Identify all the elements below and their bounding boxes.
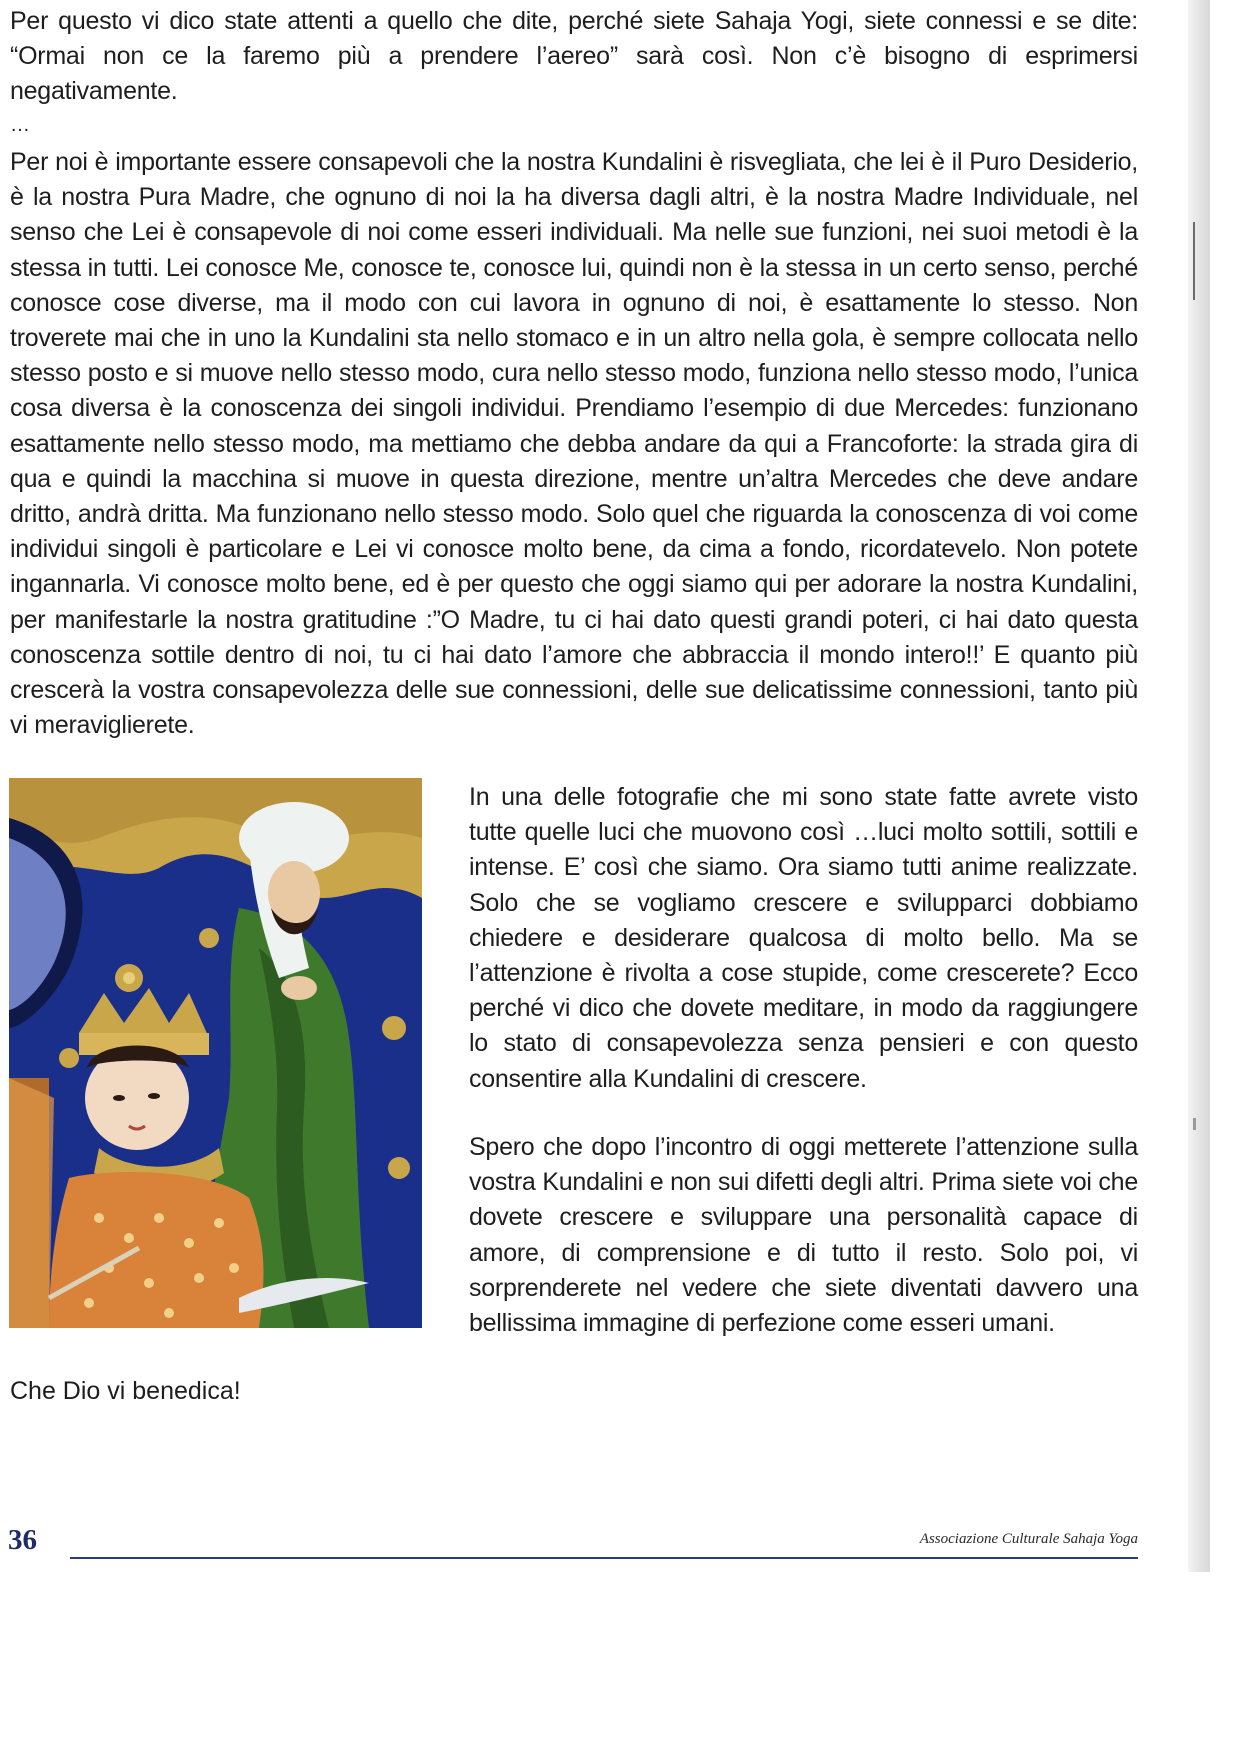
page-edge-mark: [1193, 222, 1195, 300]
miniature-painting-image: [9, 778, 422, 1328]
page-number: 36: [8, 1524, 37, 1556]
footer-rule: [70, 1557, 1138, 1559]
page-edge-shadow: [1188, 0, 1210, 1572]
paragraph-1: Per questo vi dico state attenti a quello che dite, perché siete Sahaja Yogi, siete connessi e se dite: “Ormai non ce la faremo più a prendere l’aereo” sarà così. Non c’è bisogno di esprimersi negativamente.: [10, 7, 1138, 106]
paragraph-4: Spero che dopo l’incontro di oggi metterete l’attenzione sulla vostra Kundalini e non sui difetti degli altri. Prima siete voi che dovete crescere e sviluppare una personalità capace di amore, di comprensione e di tutto il resto. Solo poi, vi sorprenderete nel vedere che siete diventati davvero una bellissima immagine di perfezione come esseri umani.: [469, 1133, 1138, 1338]
closing-blessing: Che Dio vi benedica!: [10, 1377, 241, 1405]
page-edge-tick: [1193, 1118, 1196, 1130]
ellipsis: …: [10, 114, 30, 136]
footer-credit: Associazione Culturale Sahaja Yoga: [919, 1531, 1138, 1547]
paragraph-2: Per noi è importante essere consapevoli che la nostra Kundalini è risvegliata, che lei è il Puro Desiderio, è la nostra Pura Madre, che ognuno di noi la ha diversa dagli altri, è la nostra Madre Individuale, nel senso che Lei è consapevole di noi come esseri individuali. Ma nelle sue funzioni, nei suoi metodi è la stessa in tutti. Lei conosce Me, conosce te, conosce lui, quindi non è la stessa in un certo senso, perché conosce cose diverse, ma il modo con cui lavora in ognuno di noi, è esattamente lo stesso. Non troverete mai che in uno la Kundalini sta nello stomaco e in un altro nella gola, è sempre collocata nello stesso posto e si muove nello stesso modo, cura nello stesso modo, funziona nello stesso modo, l’unica cosa diversa è la conoscenza dei singoli individui. Prendiamo l’esempio di due Mercedes: funzionano esattamente nello stesso modo, ma mettiamo che debba andare da qui a Francoforte: la strada gira di qua e quindi la macchina si muove in questa direzione, mentre un’altra Mercedes che deve andare dritto, andrà dritta. Ma funzionano nello stesso modo. Solo quel che riguarda la conoscenza di voi come individui singoli è particolare e Lei vi conosce molto bene, da cima a fondo, ricordatevelo. Non potete ingannarla. Vi conosce molto bene, ed è per questo che oggi siamo qui per adorare la nostra Kundalini, per manifestarle la nostra gratitudine :”O Madre, tu ci hai dato questi grandi poteri, ci hai dato questa conoscenza sottile dentro di noi, tu ci hai dato l’amore che abbraccia il mondo intero!!’ E quanto più crescerà la vostra consapevolezza delle sue connessioni, delle sue delicatissime connessioni, tanto più vi meraviglierete.: [10, 148, 1138, 740]
paragraph-3: In una delle fotografie che mi sono state fatte avrete visto tutte quelle luci che muovono così …luci molto sottili, sottili e intense. E’ così che siamo. Ora siamo tutti anime realizzate. Solo che se vogliamo crescere e svilupparci dobbiamo chiedere e desiderare qualcosa di molto bello. Ma se l’attenzione è rivolta a cose stupide, come crescerete? Ecco perché vi dico che dovete meditare, in modo da raggiungere lo stato di consapevolezza senza pensieri e con questo consentire alla Kundalini di crescere.: [469, 783, 1138, 1093]
